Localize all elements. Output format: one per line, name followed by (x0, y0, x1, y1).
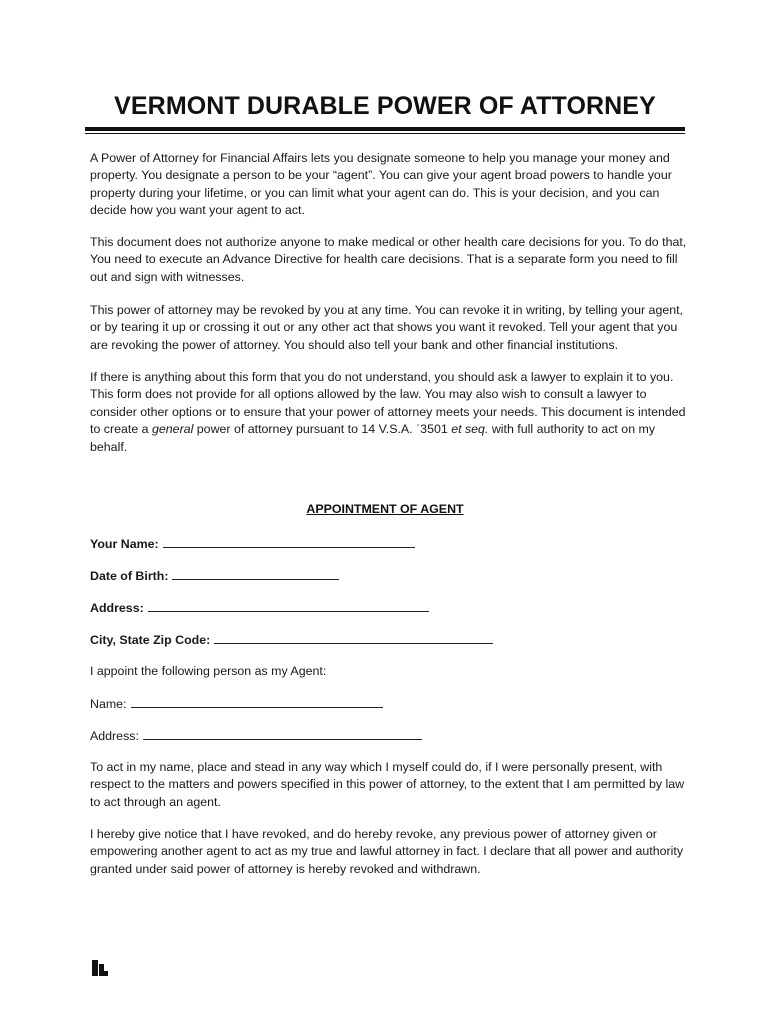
intro-paragraph-4-part-b: power of attorney pursuant to 14 V.S.A. ˈ3501 (193, 422, 452, 437)
document-title: VERMONT DURABLE POWER OF ATTORNEY (114, 92, 656, 120)
city-state-zip-field (90, 631, 493, 649)
agent-address-field (90, 727, 422, 745)
legal-templates-logo-icon (91, 959, 109, 977)
intro-paragraph-3: This power of attorney may be revoked by you at any time. You can revoke it in writing, by telling your agent, or by tearing it up or crossing it out or any other act that shows you want it revoked. Tell your agent that you are revoking the power of attorney. You should also tell your bank and other financial institutions. (90, 303, 684, 352)
address-label: Address: (90, 601, 144, 615)
intro-paragraph-4-emphasis-general: general (152, 422, 194, 437)
date-of-birth-blank-line[interactable] (172, 567, 339, 580)
intro-paragraph-1: A Power of Attorney for Financial Affairs lets you designate someone to help you manage your money and property. You designate a person to be your “agent”. You can give your agent broad powers to handle your property during your lifetime, or you can limit what your agent can do. This is your decision, and you can decide how you want your agent to act. (90, 151, 672, 218)
agent-address-blank-line[interactable] (143, 727, 422, 740)
city-state-zip-blank-line[interactable] (214, 631, 493, 644)
agent-name-label: Name: (90, 697, 127, 711)
date-of-birth-label: Date of Birth: (90, 569, 169, 583)
agent-name-blank-line[interactable] (131, 695, 383, 708)
intro-paragraph-4-part-c: with full authority to act on my behalf. (90, 422, 656, 454)
appoint-agent-statement: I appoint the following person as my Agent: (90, 664, 327, 678)
intro-paragraph-4 (90, 369, 690, 456)
title-underline-thin (85, 133, 685, 134)
date-of-birth-field (90, 567, 339, 585)
agent-name-field (90, 695, 383, 713)
city-state-zip-label: City, State Zip Code: (90, 633, 211, 647)
address-blank-line[interactable] (148, 599, 429, 612)
your-name-blank-line[interactable] (163, 535, 415, 548)
revocation-paragraph: I hereby give notice that I have revoked, and do hereby revoke, any previous power of attorney given or empowering another agent to act as my true and lawful attorney in fact. I declare that all power and authority granted under said power of attorney is hereby revoked and withdrawn. (90, 827, 684, 876)
your-name-label: Your Name: (90, 537, 159, 551)
your-name-field (90, 535, 415, 553)
title-underline-thick (85, 127, 685, 131)
intro-paragraph-2: This document does not authorize anyone to make medical or other health care decisions for you. To do that, You need to execute an Advance Directive for health care decisions. That is a separate form you need to fill out and sign with witnesses. (90, 235, 687, 284)
intro-paragraph-4-emphasis-et-seq: et seq. (451, 422, 489, 437)
intro-paragraph-4-part-a: If there is anything about this form that you do not understand, you should ask a lawyer to explain it to you. This form does not provide for all options allowed by the law. You may also wish to consult a lawyer to consider other options or to ensure that your power of attorney meets your needs. This document is intended to create a (90, 370, 686, 437)
authority-paragraph: To act in my name, place and stead in any way which I myself could do, if I were personally present, with respect to the matters and powers specified in this power of attorney, to the extent that I am permitted by law to act through an agent. (90, 760, 685, 809)
appointment-of-agent-heading: APPOINTMENT OF AGENT (306, 502, 464, 516)
agent-address-label: Address: (90, 729, 139, 743)
address-field (90, 599, 429, 617)
